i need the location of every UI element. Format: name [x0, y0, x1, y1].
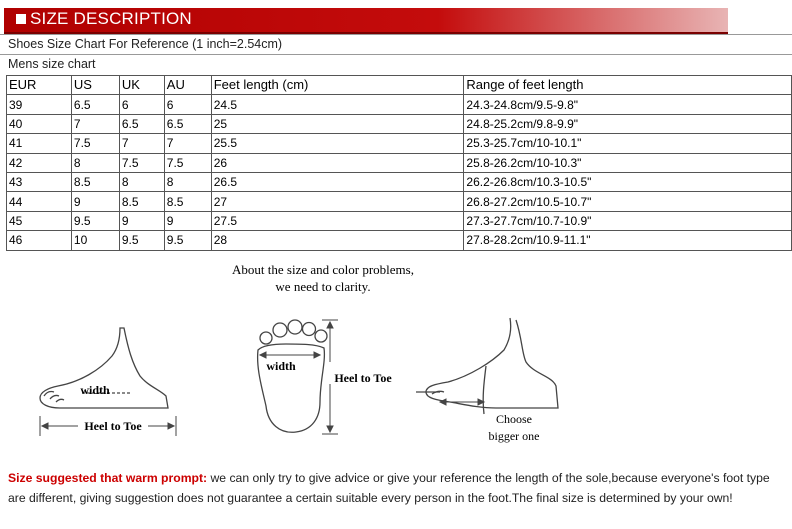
top-width-arrow — [260, 352, 320, 358]
section-title: SIZE DESCRIPTION — [30, 9, 192, 28]
table-cell: 26.8-27.2cm/10.5-10.7" — [464, 192, 792, 211]
table-cell: 9 — [119, 211, 164, 230]
table-cell: 25.3-25.7cm/10-10.1" — [464, 134, 792, 153]
side-width-label: width — [80, 383, 110, 397]
diagram-heading-line2: we need to clarity. — [275, 279, 371, 294]
table-cell: 45 — [7, 211, 72, 230]
column-header: US — [71, 76, 119, 95]
side-length-label: Heel to Toe — [84, 419, 142, 433]
table-cell: 46 — [7, 231, 72, 250]
table-row — [7, 211, 792, 230]
table-cell: 6 — [164, 95, 211, 114]
table-cell: 39 — [7, 95, 72, 114]
table-cell: 7 — [71, 114, 119, 133]
table-cell: 24.5 — [211, 95, 464, 114]
table-row — [7, 134, 792, 153]
size-note — [8, 468, 788, 508]
table-cell: 7 — [119, 134, 164, 153]
table-cell: 8.5 — [71, 172, 119, 191]
top-length-label: Heel to Toe — [334, 371, 392, 385]
choose-label-line1: Choose — [496, 412, 532, 426]
table-cell: 43 — [7, 172, 72, 191]
toe-gap-illustration — [416, 318, 558, 414]
table-cell: 26.5 — [211, 172, 464, 191]
table-cell: 26 — [211, 153, 464, 172]
top-width-label: width — [266, 359, 296, 373]
note-lead: Size suggested that warm prompt — [8, 471, 204, 485]
table-cell: 7.5 — [119, 153, 164, 172]
table-cell: 7.5 — [71, 134, 119, 153]
square-bullet-icon — [16, 14, 26, 24]
table-cell: 25.5 — [211, 134, 464, 153]
table-cell: 8 — [164, 172, 211, 191]
divider — [0, 54, 792, 55]
table-cell: 8.5 — [119, 192, 164, 211]
table-row — [7, 172, 792, 191]
table-cell: 27.8-28.2cm/10.9-11.1" — [464, 231, 792, 250]
table-row — [7, 95, 792, 114]
table-row — [7, 231, 792, 250]
table-row — [7, 114, 792, 133]
table-cell: 8 — [119, 172, 164, 191]
column-header: UK — [119, 76, 164, 95]
table-cell: 28 — [211, 231, 464, 250]
table-cell: 42 — [7, 153, 72, 172]
table-cell: 26.2-26.8cm/10.3-10.5" — [464, 172, 792, 191]
table-cell: 25.8-26.2cm/10-10.3" — [464, 153, 792, 172]
table-cell: 40 — [7, 114, 72, 133]
table-cell: 6.5 — [71, 95, 119, 114]
table-cell: 25 — [211, 114, 464, 133]
column-header: EUR — [7, 76, 72, 95]
table-cell: 8 — [71, 153, 119, 172]
table-cell: 27 — [211, 192, 464, 211]
table-row — [7, 153, 792, 172]
table-cell: 41 — [7, 134, 72, 153]
table-cell: 10 — [71, 231, 119, 250]
table-cell: 6.5 — [119, 114, 164, 133]
table-cell: 6 — [119, 95, 164, 114]
table-cell: 9.5 — [164, 231, 211, 250]
top-foot-illustration — [258, 320, 327, 432]
note-colon: : — [203, 471, 208, 485]
choose-label-line2: bigger one — [488, 429, 540, 443]
table-cell: 8.5 — [164, 192, 211, 211]
table-cell: 44 — [7, 192, 72, 211]
table-cell: 7 — [164, 134, 211, 153]
table-cell: 9 — [164, 211, 211, 230]
foot-measure-diagram — [0, 258, 792, 458]
table-cell: 24.3-24.8cm/9.5-9.8" — [464, 95, 792, 114]
size-chart-table — [6, 75, 792, 251]
table-cell: 27.5 — [211, 211, 464, 230]
table-cell: 9.5 — [119, 231, 164, 250]
note-body: we can only try to give advice or give your reference the length of the sole,because everyone's foot type are different, giving suggestion does not guarantee a certain suitable every person in the foot.The final size is determined by your own! — [8, 471, 770, 505]
column-header: AU — [164, 76, 211, 95]
table-header-row — [7, 76, 792, 95]
table-title: Mens size chart — [8, 57, 96, 71]
chart-subtitle: Shoes Size Chart For Reference (1 inch=2.54cm) — [8, 37, 283, 51]
section-banner — [4, 8, 728, 34]
table-cell: 9.5 — [71, 211, 119, 230]
table-cell: 27.3-27.7cm/10.7-10.9" — [464, 211, 792, 230]
divider — [0, 34, 792, 35]
table-cell: 9 — [71, 192, 119, 211]
table-cell: 24.8-25.2cm/9.8-9.9" — [464, 114, 792, 133]
column-header: Feet length (cm) — [211, 76, 464, 95]
column-header: Range of feet length — [464, 76, 792, 95]
table-cell: 7.5 — [164, 153, 211, 172]
diagram-heading-line1: About the size and color problems, — [232, 262, 414, 277]
table-cell: 6.5 — [164, 114, 211, 133]
table-row — [7, 192, 792, 211]
